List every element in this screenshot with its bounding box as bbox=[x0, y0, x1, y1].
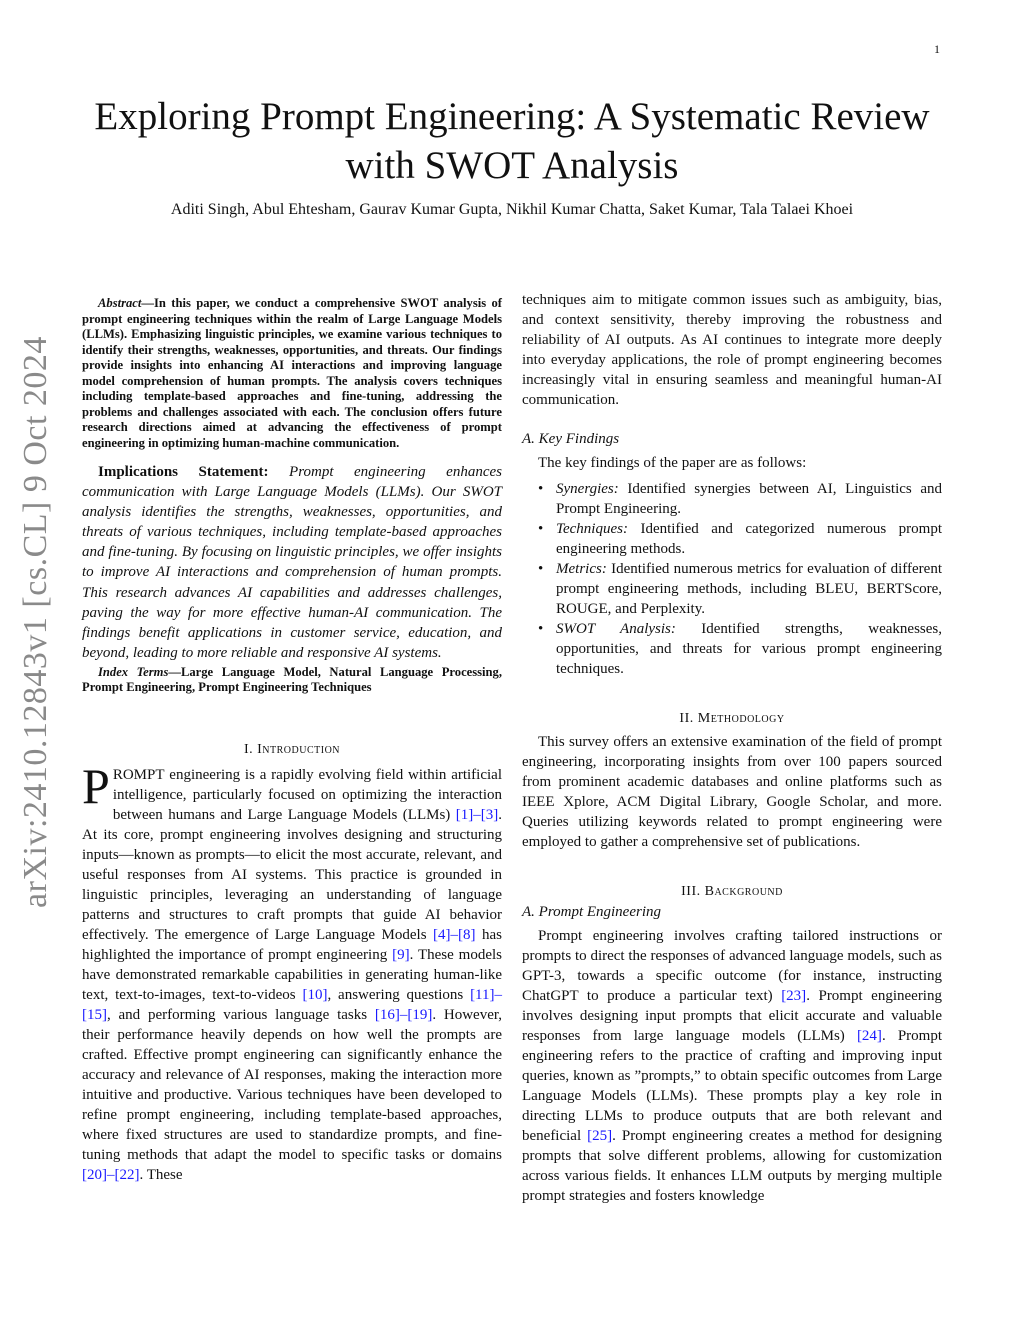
introduction-paragraph: PROMPT engineering is a rapidly evolving field within artificial intelligence, particularly focused on optimizing the interaction between humans and Large Language Models (LLMs) [1]–[3]. At its core, prompt engineering involves designing and structuring inputs—known as prompts—to elicit the most accurate, relevant, and useful responses from AI systems. This practice is grounded in linguistic principles, leveraging an understanding of language patterns and structures to craft prompts that guide AI behavior effectively. The emergence of Large Language Models [4]–[8] has highlighted the importance of prompt engineering [9]. These models have demonstrated remarkable capabilities in generating human-like text, text-to-images, text-to-videos [10], answering questions [11]–[15], and performing various language tasks [16]–[19]. However, their performance heavily depends on how well the prompts are crafted. Effective prompt engineering can significantly enhance the accuracy and relevance of AI responses, making the interaction more intuitive and productive. Various techniques have been developed to refine prompt engineering, including template-based approaches, where fixed structures are used to standardize prompts, and fine-tuning methods that adapt the model to specific tasks or domains [20]–[22]. These bbox=[82, 757, 502, 1183]
key-findings-intro: The key findings of the paper are as follows: bbox=[538, 455, 807, 471]
abstract-label: Abstract bbox=[98, 296, 142, 310]
author-list: Aditi Singh, Abul Ehtesham, Gaurav Kumar Gupta, Nikhil Kumar Chatta, Saket Kumar, Tala Talaei Khoei bbox=[170, 201, 854, 218]
index-terms-label: Index Terms bbox=[98, 664, 169, 679]
section-heading-introduction bbox=[82, 742, 502, 758]
index-terms-text: —Large Language Model, Natural Language Processing, Prompt Engineering, Prompt Engineering Techniques bbox=[82, 664, 502, 695]
list-item: • Techniques: Identified and categorized numerous prompt engineering methods. bbox=[538, 521, 942, 557]
citation-link[interactable]: [1]–[3] bbox=[455, 806, 499, 823]
implications-text: Prompt engineering enhances communication with Large Language Models (LLMs). Our SWOT analysis identifies the strengths, weaknesses, opportunities, and threats of various techniques, including template-based approaches and fine-tuning. By focusing on linguistic principles, we offer insights to improve AI interactions and comprehension of human prompts. This research advances AI capabilities and addresses challenges, paving the way for more effective human-AI communication. The findings benefit applications in customer service, education, and beyond, leading to more reliable and responsive AI systems. bbox=[82, 464, 502, 661]
citation-link[interactable]: [11]–[15] bbox=[82, 986, 502, 1023]
bullet-icon: • bbox=[538, 521, 544, 537]
citation-link[interactable]: [24] bbox=[856, 1028, 882, 1044]
right-column bbox=[522, 290, 942, 1206]
section-heading-background: III. Background bbox=[681, 884, 783, 899]
intro-heading-num: I. bbox=[243, 741, 254, 757]
citation-link[interactable]: [10] bbox=[302, 986, 328, 1003]
list-item: • Synergies: Identified synergies between AI, Linguistics and Prompt Engineering. bbox=[538, 481, 942, 517]
methodology-paragraph: This survey offers an extensive examination of the field of prompt engineering, incorporating insights from over 100 papers sourced from prominent academic databases and online platforms such as IEEE Xplore, ACM Digital Library, Google Scholar, and more. Queries utilizing keywords related to prompt engineering were employed to gather a comprehensive set of publications. bbox=[522, 734, 942, 850]
list-item: • SWOT Analysis: Identified strengths, weaknesses, opportunities, and threats for various prompt engineering techniques. bbox=[538, 621, 943, 677]
bullet-icon: • bbox=[538, 621, 544, 637]
intro-continuation: techniques aim to mitigate common issues such as ambiguity, bias, and context sensitivity, thereby improving the robustness and reliability of AI outputs. As AI continues to integrate more deeply into everyday applications, the role of prompt engineering becomes increasingly vital in ensuring seamless and meaningful human-AI communication. bbox=[522, 292, 942, 408]
page-number: 1 bbox=[934, 42, 940, 56]
drop-cap: P bbox=[82, 757, 110, 814]
index-terms bbox=[82, 665, 502, 696]
citation-link[interactable]: [25] bbox=[587, 1128, 613, 1144]
citation-link[interactable]: [23] bbox=[781, 988, 807, 1004]
prompt-engineering-subheading: A. Prompt Engineering bbox=[522, 904, 662, 920]
citation-link[interactable]: [9] bbox=[392, 946, 410, 963]
bullet-icon: • bbox=[538, 481, 544, 497]
section-heading-methodology: II. Methodology bbox=[679, 711, 785, 726]
list-item: • Metrics: Identified numerous metrics for evaluation of different prompt engineering methods, including BLEU, BERTScore, ROUGE, and Perplexity. bbox=[538, 561, 942, 617]
intro-first-word: ROMPT bbox=[112, 766, 165, 783]
paper-title: Exploring Prompt Engineering: A Systematic Review with SWOT Analysis bbox=[94, 95, 930, 187]
intro-heading-text: Introduction bbox=[257, 741, 341, 757]
citation-link[interactable]: [4]–[8] bbox=[433, 926, 476, 943]
key-findings-heading: A. Key Findings bbox=[522, 431, 620, 447]
citation-link[interactable]: [20]–[22] bbox=[82, 1166, 140, 1183]
citation-link[interactable]: [16]–[19] bbox=[374, 1006, 433, 1023]
implications-label: Implications Statement: bbox=[98, 464, 269, 480]
key-findings-list bbox=[522, 479, 942, 679]
left-column bbox=[82, 290, 502, 1185]
abstract-text: —In this paper, we conduct a comprehensive SWOT analysis of prompt engineering techniques within the realm of Large Language Models (LLMs). Emphasizing linguistic principles, we examine various techniques to identify their strengths, weaknesses, opportunities, and threats. Our findings provide insights into enhancing AI interactions and improving language model comprehension of human prompts. The analysis covers techniques including template-based approaches and fine-tuning, addressing the problems and challenges associated with each. The conclusion offers future research directions aimed at advancing the effectiveness of prompt engineering in optimizing human-machine communication. bbox=[82, 296, 502, 450]
abstract bbox=[82, 296, 502, 451]
bullet-icon: • bbox=[538, 561, 544, 577]
arxiv-identifier: arXiv:2410.12843v1 [cs.CL] 9 Oct 2024 bbox=[17, 336, 54, 908]
background-paragraph: Prompt engineering involves crafting tailored instructions or prompts to direct the responses of advanced language models, such as GPT-3, towards a specific outcome (for instance, instructing ChatGPT to produce a particular text) [23]. Prompt engineering involves designing input prompts that elicit accurate and valuable responses from large language models (LLMs) [24]. Prompt engineering refers to the practice of crafting and improving input queries, known as ”prompts,” to obtain specific outcomes from Large Language Models (LLMs). These prompts play a key role in directing LLMs to produce outputs that are both relevant and beneficial [25]. Prompt engineering creates a method for designing prompts that solve different problems, allowing for customization across various fields. It enhances LLM outputs by merging multiple prompt strategies and fosters knowledge bbox=[522, 928, 942, 1204]
implications-statement bbox=[82, 462, 502, 663]
